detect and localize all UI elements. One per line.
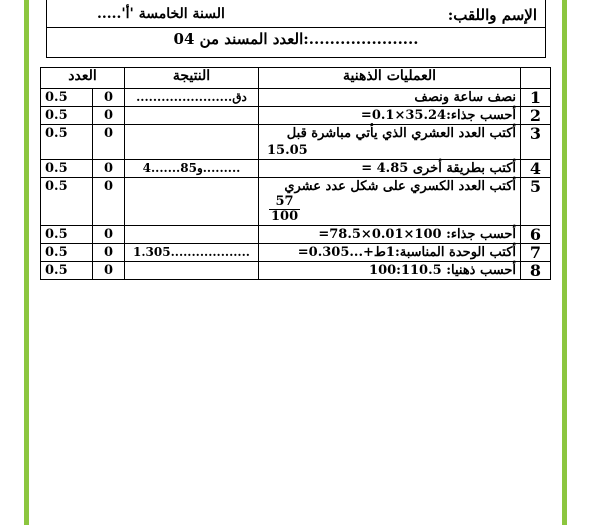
row-points: 0.5 (41, 262, 93, 280)
table-row (41, 226, 551, 244)
row-zero: 0 (93, 226, 125, 244)
table-row (41, 244, 551, 262)
row-number: 7 (521, 244, 551, 262)
worksheet (28, 0, 562, 525)
table-row (41, 178, 551, 226)
row-zero: 0 (93, 262, 125, 280)
table-row (41, 107, 551, 125)
header-operations: العمليات الذهنية (259, 68, 521, 89)
table-row (41, 160, 551, 178)
row-result[interactable] (125, 262, 259, 280)
row-zero: 0 (93, 244, 125, 262)
fraction (263, 195, 516, 225)
table-row (41, 89, 551, 107)
row-points: 0.5 (41, 178, 93, 226)
table-row (41, 262, 551, 280)
row-points: 0.5 (41, 107, 93, 125)
row-zero: 0 (93, 107, 125, 125)
row-operation: أحسب جذاء:35.24×0.1= (259, 107, 521, 125)
row-number: 2 (521, 107, 551, 125)
row-points: 0.5 (41, 89, 93, 107)
row-result[interactable] (125, 107, 259, 125)
row-operation: نصف ساعة ونصف (259, 89, 521, 107)
row-number: 1 (521, 89, 551, 107)
right-border-line (562, 0, 567, 525)
score-label: العدد المسند من 04:..................... (173, 30, 419, 48)
row-number: 5 (521, 178, 551, 226)
row-number: 3 (521, 125, 551, 160)
name-label: الإسم واللقب: (447, 6, 537, 24)
row-zero: 0 (93, 89, 125, 107)
table-row (41, 125, 551, 160)
row-result[interactable] (125, 125, 259, 160)
row-points: 0.5 (41, 226, 93, 244)
row-result[interactable] (125, 226, 259, 244)
header-number: العدد (41, 68, 125, 89)
student-header (46, 0, 546, 58)
row-result[interactable]: 1.305................... (125, 244, 259, 262)
row-operation-value: 15.05 (267, 143, 308, 158)
class-label: السنة الخامسة 'أ'..... (97, 6, 225, 22)
row-operation (259, 125, 521, 160)
row-operation-text: أكتب العدد الكسري على شكل عدد عشري (284, 179, 516, 194)
row-points: 0.5 (41, 160, 93, 178)
row-operation: أحسب جذاء: 100×0.01×78.5= (259, 226, 521, 244)
row-number: 6 (521, 226, 551, 244)
row-points: 0.5 (41, 244, 93, 262)
row-zero: 0 (93, 125, 125, 160)
fraction-numerator: 57 (269, 195, 300, 210)
row-operation: أكتب الوحدة المناسبة:1ط+...0.305= (259, 244, 521, 262)
row-result[interactable] (125, 178, 259, 226)
table-header-row (41, 68, 551, 89)
row-result[interactable]: .......................دق (125, 89, 259, 107)
header-result: النتيجة (125, 68, 259, 89)
fraction-denominator: 100 (271, 209, 299, 224)
row-zero: 0 (93, 160, 125, 178)
row-operation (259, 178, 521, 226)
row-operation: أحسب ذهنيا: 100:110.5 (259, 262, 521, 280)
mental-operations-table (40, 67, 551, 280)
header-row-name (47, 4, 545, 28)
row-zero: 0 (93, 178, 125, 226)
row-operation-text: أكتب العدد العشري الذي يأتي مباشرة قبل (286, 126, 516, 141)
row-number: 4 (521, 160, 551, 178)
row-number: 8 (521, 262, 551, 280)
row-points: 0.5 (41, 125, 93, 160)
row-result[interactable]: 4.......و85......... (125, 160, 259, 178)
header-index (521, 68, 551, 89)
row-operation: أكتب بطريقة أخرى 4.85 = (259, 160, 521, 178)
